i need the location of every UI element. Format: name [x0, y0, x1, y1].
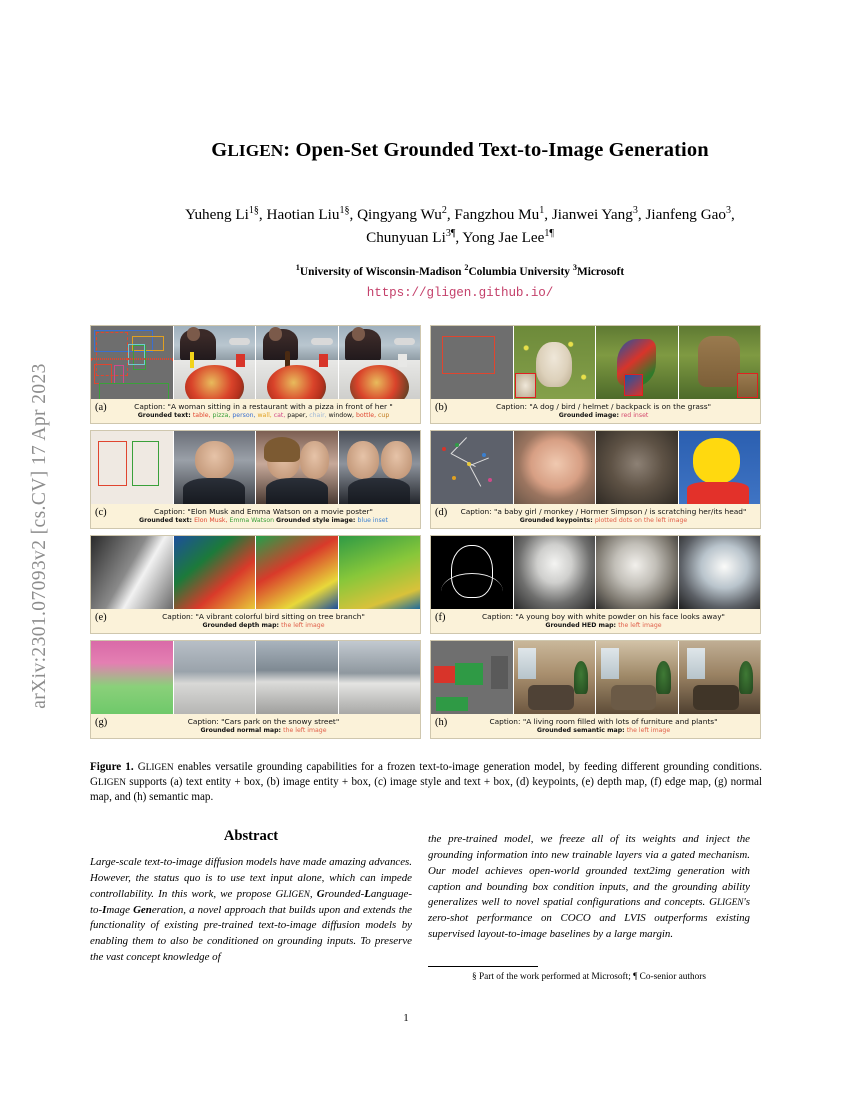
grounding-keyword: the left image: [618, 622, 662, 630]
authors-line-2: Chunyuan $Li^{3\P}$, Yong Jae Lee$^{1\P}$: [366, 228, 554, 247]
panel-h-generated-2: [595, 641, 678, 714]
arxiv-stamp-text: arXiv:2301.07093v2 [cs.CV] 17 Apr 2023: [29, 363, 50, 709]
panel-c-generated-3: [338, 431, 421, 504]
panel-g-letter: (g): [95, 717, 108, 728]
panel-a-generated-2: [255, 326, 338, 399]
panel-h-letter: (h): [435, 717, 448, 728]
panel-e-caption-text: Caption: "A vibrant colorful bird sitting on tree branch": [162, 612, 365, 621]
panel-e-generated-1: [173, 536, 256, 609]
grounding-keyword: the left image: [283, 727, 327, 735]
panel-h-images: [431, 641, 760, 714]
grounding-keyword: the left image: [281, 622, 325, 630]
panel-f-caption: [431, 609, 760, 633]
panel-g-grounding-label: Grounded normal map:: [200, 727, 281, 735]
panel-f-generated-3: [678, 536, 761, 609]
figure-panel-f: [430, 535, 761, 634]
panel-e-images: [91, 536, 420, 609]
panel-b-layout-boxes: [431, 326, 513, 399]
panel-e-keywords: [281, 622, 324, 629]
panel-d-generated-baby: [513, 431, 596, 504]
panel-h-caption-text: Caption: "A living room filled with lots of furniture and plants": [489, 717, 718, 726]
panel-c-layout-boxes: [91, 431, 173, 504]
panel-g-generated-3: [338, 641, 421, 714]
panel-h-keywords: [627, 727, 670, 734]
panel-a-grounding-label: Grounded text:: [137, 412, 191, 420]
figure-panel-g: [90, 640, 421, 739]
panel-b-images: [431, 326, 760, 399]
figure-panel-a: [90, 325, 421, 424]
figure-panel-c: [90, 430, 421, 529]
panel-h-caption: [431, 714, 760, 738]
figure-row-2: [90, 430, 762, 529]
panel-a-keywords: [193, 412, 389, 419]
grounding-keyword: Elon Musk,: [194, 517, 228, 525]
figure-panel-h: [430, 640, 761, 739]
panel-h-semantic-map: [431, 641, 513, 714]
panel-c-caption-text: Caption: "Elon Musk and Emma Watson on a movie poster": [154, 507, 373, 516]
figure-caption-text: GLIGEN enables versatile grounding capabilities for a frozen text-to-image generation model, by feeding different grounding conditions. GLIGEN supports (a) text entity + box, (b) image entity + box, (c) image style and text + box, (d) keypoints, (e) depth map, (f) edge map, (g) normal map, and (h) semantic map.: [90, 761, 762, 803]
panel-b-grounding: [433, 411, 758, 420]
panel-b-caption-text: Caption: "A dog / bird / helmet / backpack is on the grass": [495, 402, 712, 411]
figure-caption: [90, 760, 762, 804]
panel-e-depth-map: [91, 536, 173, 609]
panel-f-hed-map: [431, 536, 513, 609]
figure-panel-e: [90, 535, 421, 634]
panel-g-generated-2: [255, 641, 338, 714]
panel-e-caption: [91, 609, 420, 633]
panel-f-generated-1: [513, 536, 596, 609]
panel-e-grounding-label: Grounded depth map:: [202, 622, 279, 630]
panel-d-grounding: [433, 516, 758, 525]
panel-d-grounding-label: Grounded keypoints:: [519, 517, 593, 525]
figure-row-3: [90, 535, 762, 634]
panel-a-caption-text: Caption: "A woman sitting in a restaurant with a pizza in front of her ": [134, 402, 393, 411]
panel-a-letter: (a): [95, 402, 107, 413]
panel-g-images: [91, 641, 420, 714]
panel-d-generated-monkey: [595, 431, 678, 504]
panel-e-grounding: [93, 621, 418, 630]
panel-a-layout-boxes: [91, 326, 173, 399]
panel-g-keywords: [283, 727, 326, 734]
panel-g-grounding: [93, 726, 418, 735]
grounding-keyword: person,: [232, 412, 256, 420]
panel-a-generated-3: [338, 326, 421, 399]
grounding-keyword: table,: [192, 412, 211, 420]
panel-d-letter: (d): [435, 507, 448, 518]
panel-e-generated-2: [255, 536, 338, 609]
panel-b-letter: (b): [435, 402, 448, 413]
panel-a-grounding: [93, 411, 418, 420]
project-url-link[interactable]: https://gligen.github.io/: [366, 285, 554, 300]
panel-b-grounding-label: Grounded image:: [558, 412, 619, 420]
panel-e-letter: (e): [95, 612, 107, 623]
grounding-keyword: plotted dots on the left image: [594, 517, 688, 525]
panel-d-caption-text: Caption: "a baby girl / monkey / Hormer Simpson / is scratching her/its head": [460, 507, 747, 516]
panel-c-generated-1: [173, 431, 256, 504]
footnote-text: § Part of the work performed at Microsoft; ¶ Co-senior authors: [472, 972, 706, 982]
panel-h-generated-3: [678, 641, 761, 714]
panel-c-generated-2: [255, 431, 338, 504]
panel-b-keywords: [621, 412, 648, 419]
figure-panel-b: [430, 325, 761, 424]
page-title: GLIGEN: Open-Set Grounded Text-to-Image Generation: [211, 139, 709, 161]
panel-b-caption: [431, 399, 760, 423]
panel-g-caption: [91, 714, 420, 738]
affiliations: $^1$University of Wisconsin-Madison $^2$Columbia University $^3$Microsoft: [295, 262, 625, 278]
grounding-keyword: cup: [378, 412, 390, 420]
panel-a-caption: [91, 399, 420, 423]
footnote-rule: [428, 966, 538, 967]
panel-c-caption: [91, 504, 420, 528]
grounding-keyword: chair,: [309, 412, 327, 420]
abstract-column-left: Large-scale text-to-image diffusion models have made amazing advances. However, the status quo is to use text input alone, which can impede controllability. In this work, we propose GLIGEN, Grounded-Language-to-Image Generation, a novel approach that builds upon and extends the functionality of existing pre-trained text-to-image diffusion models by enabling them to also be conditioned on grounding inputs. To preserve the vast concept knowledge of: [90, 856, 413, 964]
grounding-keyword: the left image: [626, 727, 671, 735]
grounding-keyword: cat,: [273, 412, 286, 420]
paper-page: [70, 0, 850, 1100]
figure-caption-label: Figure 1.: [90, 761, 134, 773]
panel-h-grounding: [433, 726, 758, 735]
panel-c-images: [91, 431, 420, 504]
panel-g-normal-map: [91, 641, 173, 714]
panel-c-keywords: [194, 517, 276, 524]
figure-row-4: [90, 640, 762, 739]
panel-f-grounding: [433, 621, 758, 630]
panel-b-generated-bird: [595, 326, 678, 399]
panel-d-keypoints: [431, 431, 513, 504]
panel-d-keywords: [595, 517, 687, 524]
panel-f-generated-2: [595, 536, 678, 609]
panel-f-keywords: [618, 622, 661, 629]
abstract-column-right: the pre-trained model, we freeze all of its weights and inject the grounding information into new trainable layers via a gated mechanism. Our model achieves open-world grounded text2img generation with caption and bounding box condition inputs, and the grounding ability generalizes well to novel spatial configurations and concepts. GLIGEN's zero-shot performance on COCO and LVIS outperforms existing supervised layout-to-image baselines by a large margin.: [428, 833, 750, 941]
grounding-keyword: Emma Watson: [229, 517, 275, 525]
arxiv-stamp: [0, 0, 70, 1100]
panel-b-generated-dog: [513, 326, 596, 399]
grounding-keyword: window,: [328, 412, 355, 420]
panel-f-letter: (f): [435, 612, 446, 623]
panel-h-generated-1: [513, 641, 596, 714]
panel-c-extra-label: Grounded style image:: [276, 517, 356, 525]
panel-e-generated-3: [338, 536, 421, 609]
figure-1: [90, 325, 762, 745]
panel-f-images: [431, 536, 760, 609]
grounding-keyword: paper,: [287, 412, 308, 420]
panel-d-generated-simpson: [678, 431, 761, 504]
panel-c-letter: (c): [95, 507, 107, 518]
panel-g-generated-1: [173, 641, 256, 714]
panel-d-caption: [431, 504, 760, 528]
abstract-heading: Abstract: [223, 828, 279, 844]
grounding-keyword: pizza,: [212, 412, 231, 420]
authors-line-1: Yuheng $Li^{1\S}$, Haotian Liu$^{1\S}$, Qingyang Wu$^2$, Fangzhou Mu$^1$, Jianwei Yang$^3$, Jianfeng Gao$^3$,: [185, 204, 735, 223]
panel-d-images: [431, 431, 760, 504]
figure-panel-d: [430, 430, 761, 529]
grounding-keyword: red inset: [621, 412, 649, 420]
panel-a-generated-1: [173, 326, 256, 399]
grounding-keyword: wall,: [257, 412, 272, 420]
panel-a-images: [91, 326, 420, 399]
panel-f-caption-text: Caption: "A young boy with white powder on his face looks away": [482, 612, 725, 621]
panel-g-caption-text: Caption: "Cars park on the snowy street": [187, 717, 340, 726]
panel-c-extra-value: blue inset: [357, 517, 388, 525]
panel-b-generated-backpack: [678, 326, 761, 399]
figure-row-1: [90, 325, 762, 424]
page-number: 1: [403, 1012, 409, 1024]
panel-c-grounding: [93, 516, 418, 525]
panel-c-grounding-label: Grounded text:: [138, 517, 192, 525]
grounding-keyword: bottle,: [355, 412, 377, 420]
panel-f-grounding-label: Grounded HED map:: [545, 622, 617, 630]
panel-h-grounding-label: Grounded semantic map:: [536, 727, 625, 735]
